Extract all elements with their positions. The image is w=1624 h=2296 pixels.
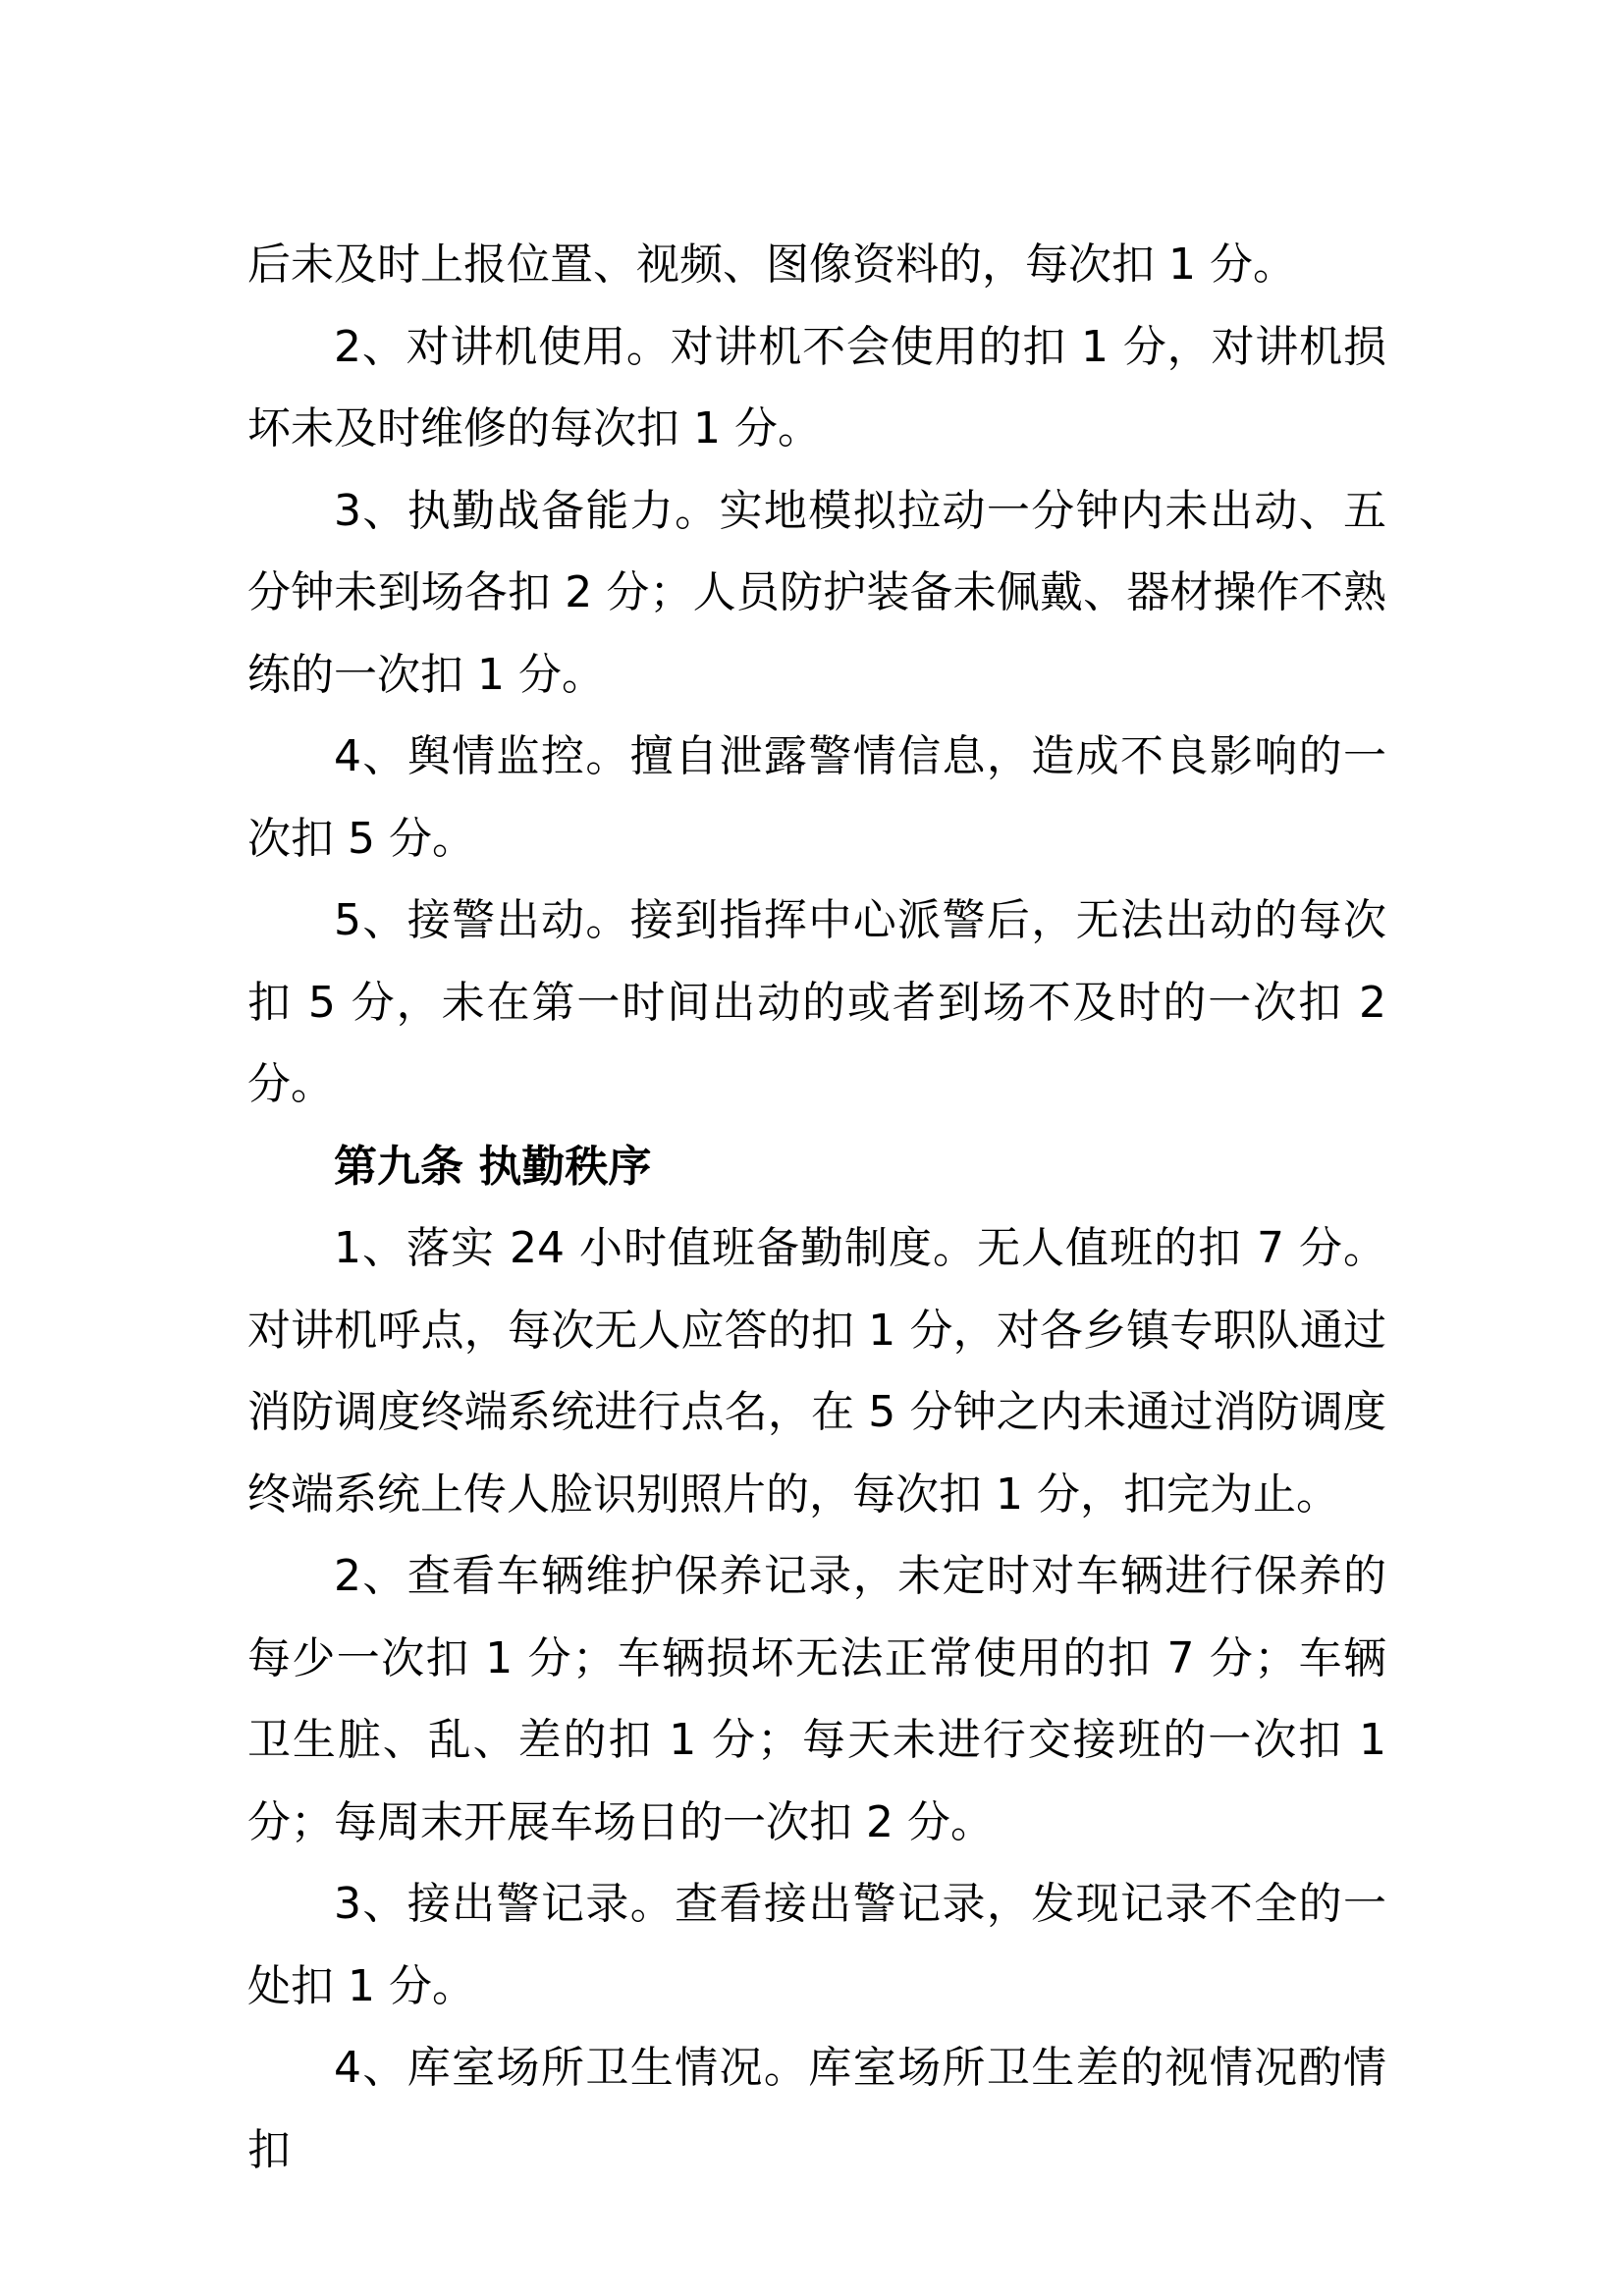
paragraph-item-2-walkie-talkie: 2、对讲机使用。对讲机不会使用的扣 1 分，对讲机损坏未及时维修的每次扣 1 分。 bbox=[247, 321, 1386, 454]
section-heading-article-9: 第九条 执勤秩序 bbox=[334, 1141, 652, 1192]
paragraph-item-4-room-hygiene: 4、库室场所卫生情况。库室场所卫生差的视情况酌情扣 bbox=[247, 2043, 1386, 2175]
paragraph-item-3-alarm-records: 3、接出警记录。查看接出警记录，发现记录不全的一处扣 1 分。 bbox=[247, 1879, 1386, 2011]
paragraph-item-1-duty-system: 1、落实 24 小时值班备勤制度。无人值班的扣 7 分。对讲机呼点，每次无人应答的扣 1 分，对各乡镇专职队通过消防调度终端系统进行点名，在 5 分钟之内未通过消防调度终端系统上传人脸识别照片的，每次扣 1 分，扣完为止。 bbox=[247, 1223, 1386, 1520]
paragraph-item-3-readiness: 3、执勤战备能力。实地模拟拉动一分钟内未出动、五分钟未到场各扣 2 分；人员防护装备未佩戴、器材操作不熟练的一次扣 1 分。 bbox=[247, 485, 1386, 700]
paragraph-item-5-dispatch: 5、接警出动。接到指挥中心派警后，无法出动的每次扣 5 分，未在第一时间出动的或者到场不及时的一次扣 2 分。 bbox=[247, 895, 1386, 1109]
document-body bbox=[247, 224, 1386, 2191]
paragraph-item-2-vehicle-maintenance: 2、查看车辆维护保养记录，未定时对车辆进行保养的每少一次扣 1 分；车辆损坏无法正常使用的扣 7 分；车辆卫生脏、乱、差的扣 1 分；每天未进行交接班的一次扣 1 分；每周末开展车场日的一次扣 2 分。 bbox=[247, 1551, 1386, 1847]
paragraph-item-4-public-opinion: 4、舆情监控。擅自泄露警情信息，造成不良影响的一次扣 5 分。 bbox=[247, 731, 1386, 864]
paragraph-continuation: 后未及时上报位置、视频、图像资料的，每次扣 1 分。 bbox=[247, 240, 1296, 290]
